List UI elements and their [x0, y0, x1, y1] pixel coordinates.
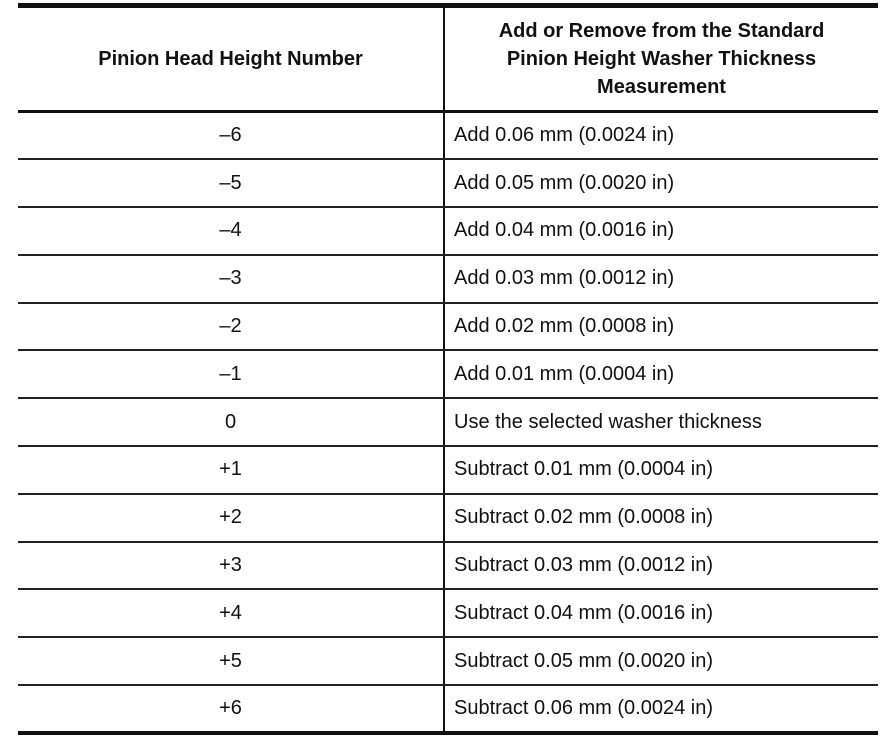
header-line: Pinion Height Washer Thickness	[506, 48, 817, 70]
pinion-number-cell: –2	[18, 303, 444, 351]
table-row	[18, 398, 878, 446]
pinion-number-cell: +4	[18, 589, 444, 637]
adjustment-cell: Subtract 0.04 mm (0.0016 in)	[444, 589, 878, 637]
header-line: Add or Remove from the Standard	[498, 20, 825, 42]
header-line: Measurement	[597, 76, 726, 98]
pinion-number-cell: 0	[18, 398, 444, 446]
header-pinion-head-height-number: Pinion Head Height Number	[18, 6, 444, 112]
table-row	[18, 494, 878, 542]
pinion-number-cell: –5	[18, 159, 444, 207]
adjustment-cell: Use the selected washer thickness	[444, 398, 878, 446]
table-row	[18, 637, 878, 685]
adjustment-cell: Add 0.06 mm (0.0024 in)	[444, 112, 878, 160]
adjustment-cell: Add 0.04 mm (0.0016 in)	[444, 207, 878, 255]
pinion-number-cell: +6	[18, 685, 444, 733]
pinion-number-cell: –1	[18, 350, 444, 398]
header-row	[18, 6, 878, 112]
table-body	[18, 112, 878, 733]
table-row	[18, 350, 878, 398]
pinion-number-cell: –4	[18, 207, 444, 255]
pinion-number-cell: –6	[18, 112, 444, 160]
adjustment-cell: Add 0.02 mm (0.0008 in)	[444, 303, 878, 351]
adjustment-cell: Subtract 0.02 mm (0.0008 in)	[444, 494, 878, 542]
table-row	[18, 112, 878, 160]
table-row	[18, 446, 878, 494]
table-row	[18, 589, 878, 637]
pinion-height-table-container	[18, 3, 878, 735]
pinion-number-cell: +3	[18, 542, 444, 590]
adjustment-cell: Add 0.03 mm (0.0012 in)	[444, 255, 878, 303]
adjustment-cell: Subtract 0.06 mm (0.0024 in)	[444, 685, 878, 733]
table-header	[18, 6, 878, 112]
adjustment-cell: Subtract 0.01 mm (0.0004 in)	[444, 446, 878, 494]
pinion-number-cell: +1	[18, 446, 444, 494]
adjustment-cell: Add 0.01 mm (0.0004 in)	[444, 350, 878, 398]
table-row	[18, 207, 878, 255]
adjustment-cell: Subtract 0.05 mm (0.0020 in)	[444, 637, 878, 685]
table-row	[18, 542, 878, 590]
header-add-or-remove	[444, 6, 878, 112]
adjustment-cell: Subtract 0.03 mm (0.0012 in)	[444, 542, 878, 590]
pinion-number-cell: +2	[18, 494, 444, 542]
table-row	[18, 303, 878, 351]
pinion-height-table	[18, 3, 878, 735]
table-row	[18, 255, 878, 303]
pinion-number-cell: +5	[18, 637, 444, 685]
table-row	[18, 685, 878, 733]
pinion-number-cell: –3	[18, 255, 444, 303]
table-row	[18, 159, 878, 207]
adjustment-cell: Add 0.05 mm (0.0020 in)	[444, 159, 878, 207]
